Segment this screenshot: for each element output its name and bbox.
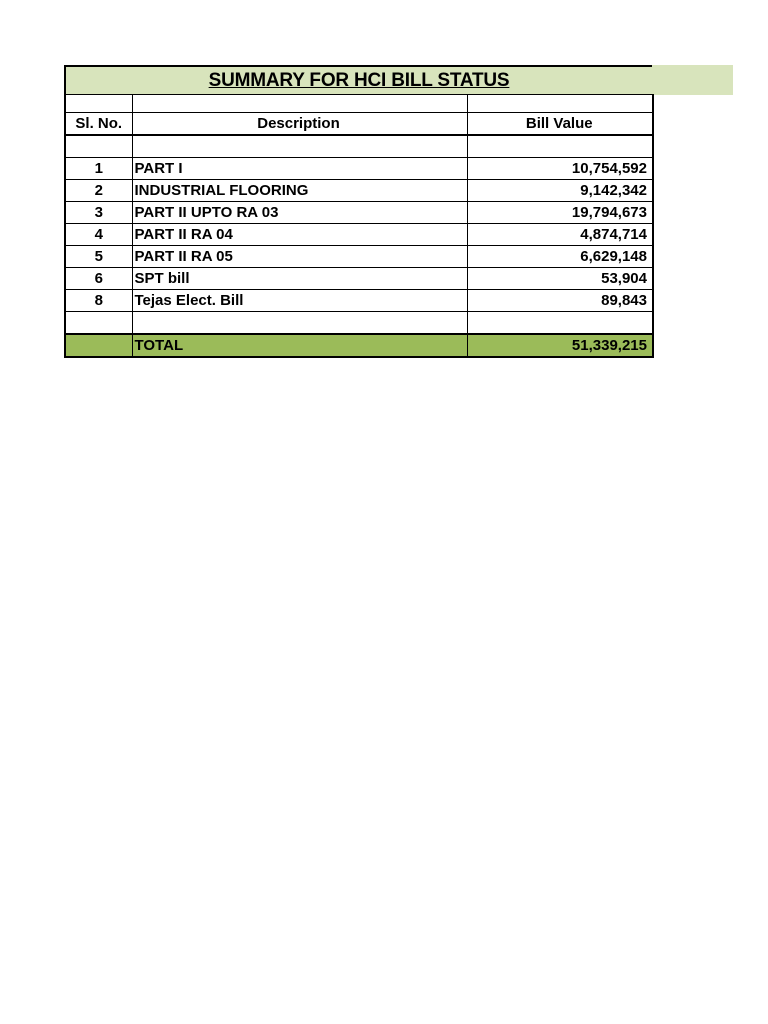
row-bill-value: 9,142,342 — [467, 180, 653, 202]
blank-cell — [65, 135, 132, 158]
total-value: 51,339,215 — [467, 334, 653, 357]
row-sl-no: 2 — [65, 180, 132, 202]
blank-cell — [132, 135, 467, 158]
row-bill-value: 6,629,148 — [467, 246, 653, 268]
row-description: SPT bill — [132, 268, 467, 290]
table-row — [65, 224, 653, 246]
bill-table — [64, 94, 654, 358]
blank-cell — [132, 312, 467, 335]
blank-cell — [65, 95, 132, 113]
header-sl-no: Sl. No. — [65, 113, 132, 136]
table-row — [65, 290, 653, 312]
blank-cell — [132, 95, 467, 113]
header-description: Description — [132, 113, 467, 136]
blank-row — [65, 135, 653, 158]
table-row — [65, 158, 653, 180]
row-sl-no: 8 — [65, 290, 132, 312]
total-row — [65, 334, 653, 357]
blank-row — [65, 95, 653, 113]
blank-cell — [467, 312, 653, 335]
row-description: INDUSTRIAL FLOORING — [132, 180, 467, 202]
blank-cell — [467, 95, 653, 113]
sheet-title: SUMMARY FOR HCI BILL STATUS — [208, 70, 510, 91]
row-bill-value: 19,794,673 — [467, 202, 653, 224]
table-row — [65, 202, 653, 224]
header-bill-value: Bill Value — [467, 113, 653, 136]
row-description: PART I — [132, 158, 467, 180]
row-sl-no: 6 — [65, 268, 132, 290]
row-description: PART II RA 04 — [132, 224, 467, 246]
total-sl-cell — [65, 334, 132, 357]
table-row — [65, 268, 653, 290]
blank-cell — [65, 312, 132, 335]
row-description: PART II UPTO RA 03 — [132, 202, 467, 224]
header-row — [65, 113, 653, 136]
row-sl-no: 3 — [65, 202, 132, 224]
row-sl-no: 5 — [65, 246, 132, 268]
total-label: TOTAL — [132, 334, 467, 357]
row-bill-value: 4,874,714 — [467, 224, 653, 246]
row-description: PART II RA 05 — [132, 246, 467, 268]
row-description: Tejas Elect. Bill — [132, 290, 467, 312]
row-bill-value: 89,843 — [467, 290, 653, 312]
title-box — [64, 65, 652, 95]
row-sl-no: 1 — [65, 158, 132, 180]
blank-row — [65, 312, 653, 335]
row-bill-value: 10,754,592 — [467, 158, 653, 180]
table-row — [65, 180, 653, 202]
row-bill-value: 53,904 — [467, 268, 653, 290]
blank-cell — [467, 135, 653, 158]
table-row — [65, 246, 653, 268]
row-sl-no: 4 — [65, 224, 132, 246]
